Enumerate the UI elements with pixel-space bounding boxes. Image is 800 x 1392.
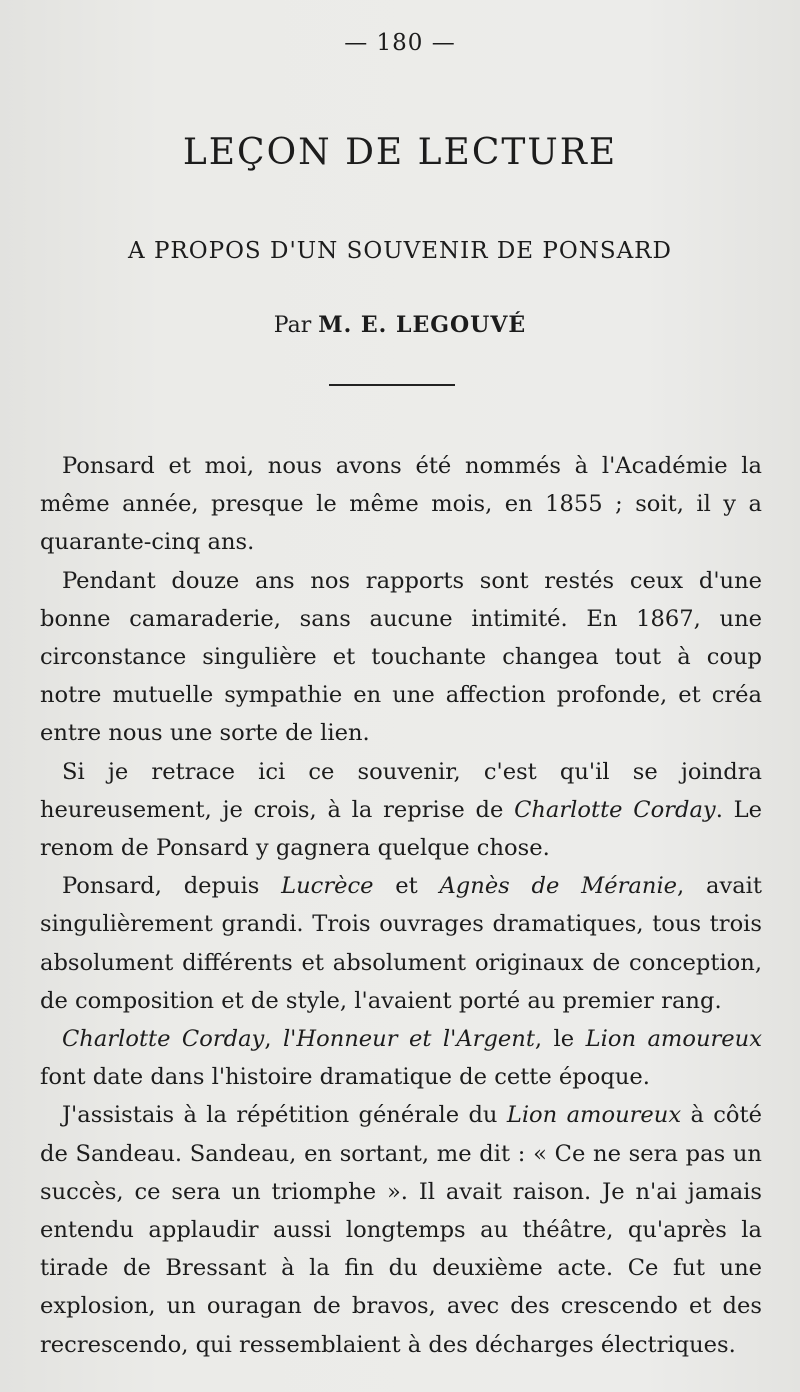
paragraph-6-text-b: à côté de Sandeau. Sandeau, en sortant, me dit : « Ce ne sera pas un succès, ce sera un triomphe ». Il avait raison. Je n'ai jamais entendu applaudir aussi longtemps au théâtre, qu'après la tirade de Bressant à la fin du deuxième acte. Ce fut une explosion, un ouragan de bravos, avec des crescendo et des recrescendo, qui ressemblaient à des décharges électriques. xyxy=(40,1102,762,1358)
paragraph-1: Ponsard et moi, nous avons été nommés à l'Académie la même année, presque le même mois, en 1855 ; soit, il y a quarante-cinq ans. xyxy=(40,453,762,556)
work-title-agnes-de-meranie: Agnès de Méranie xyxy=(439,873,678,900)
paragraph-4-text-c: , avait singulièrement grandi. Trois ouvrages dramatiques, tous trois absolument différents et absolument originaux de conception, de composition et de style, l'avaient porté au premier rang. xyxy=(40,873,762,1014)
paragraph-4-text-b: et xyxy=(373,873,440,900)
paragraph-3 xyxy=(40,753,762,868)
work-title-honneur-argent: l'Honneur et l'Argent xyxy=(282,1026,535,1053)
byline-prefix: Par xyxy=(273,313,312,338)
paragraph-5-sep-b: , le xyxy=(534,1026,586,1053)
work-title-lucrece: Lucrèce xyxy=(281,873,374,900)
byline xyxy=(0,312,800,338)
work-title-lion-amoureux: Lion amoureux xyxy=(585,1026,762,1053)
chapter-title: LEÇON DE LECTURE xyxy=(182,132,618,173)
work-title-lion-amoureux-2: Lion amoureux xyxy=(506,1102,682,1129)
paragraph-2: Pendant douze ans nos rapports sont restés ceux d'une bonne camaraderie, sans aucune intimité. En 1867, une circonstance singulière et touchante changea tout à coup notre mutuelle sympathie en une affection profonde, et créa entre nous une sorte de lien. xyxy=(40,567,762,747)
paragraph-3-text-a: Si je retrace ici ce souvenir, c'est qu'il se joindra heureusement, je crois, à la reprise de xyxy=(40,758,762,823)
paragraph-4-text-a: Ponsard, depuis xyxy=(62,873,282,900)
work-title-charlotte-corday-2: Charlotte Corday xyxy=(62,1026,265,1053)
paragraph-5-sep-a: , xyxy=(264,1026,283,1053)
paragraph-3-text-b: . Le renom de Ponsard y gagnera quelque chose. xyxy=(40,796,762,862)
separator-rule xyxy=(329,384,455,386)
paragraph-6-text-a: J'assistais à la répétition générale du xyxy=(62,1102,507,1129)
byline-author: M. E. LEGOUVÉ xyxy=(318,312,527,338)
body-text xyxy=(40,447,762,1364)
paragraph-5-text: font date dans l'histoire dramatique de cette époque. xyxy=(40,1064,650,1091)
work-title-charlotte-corday: Charlotte Corday xyxy=(514,796,716,823)
chapter-subtitle: A PROPOS D'UN SOUVENIR DE PONSARD xyxy=(128,238,672,264)
paragraph-6 xyxy=(40,1096,762,1363)
paragraph-5 xyxy=(40,1020,762,1096)
page-number: — 180 — xyxy=(344,30,456,56)
paragraph-4 xyxy=(40,867,762,1020)
